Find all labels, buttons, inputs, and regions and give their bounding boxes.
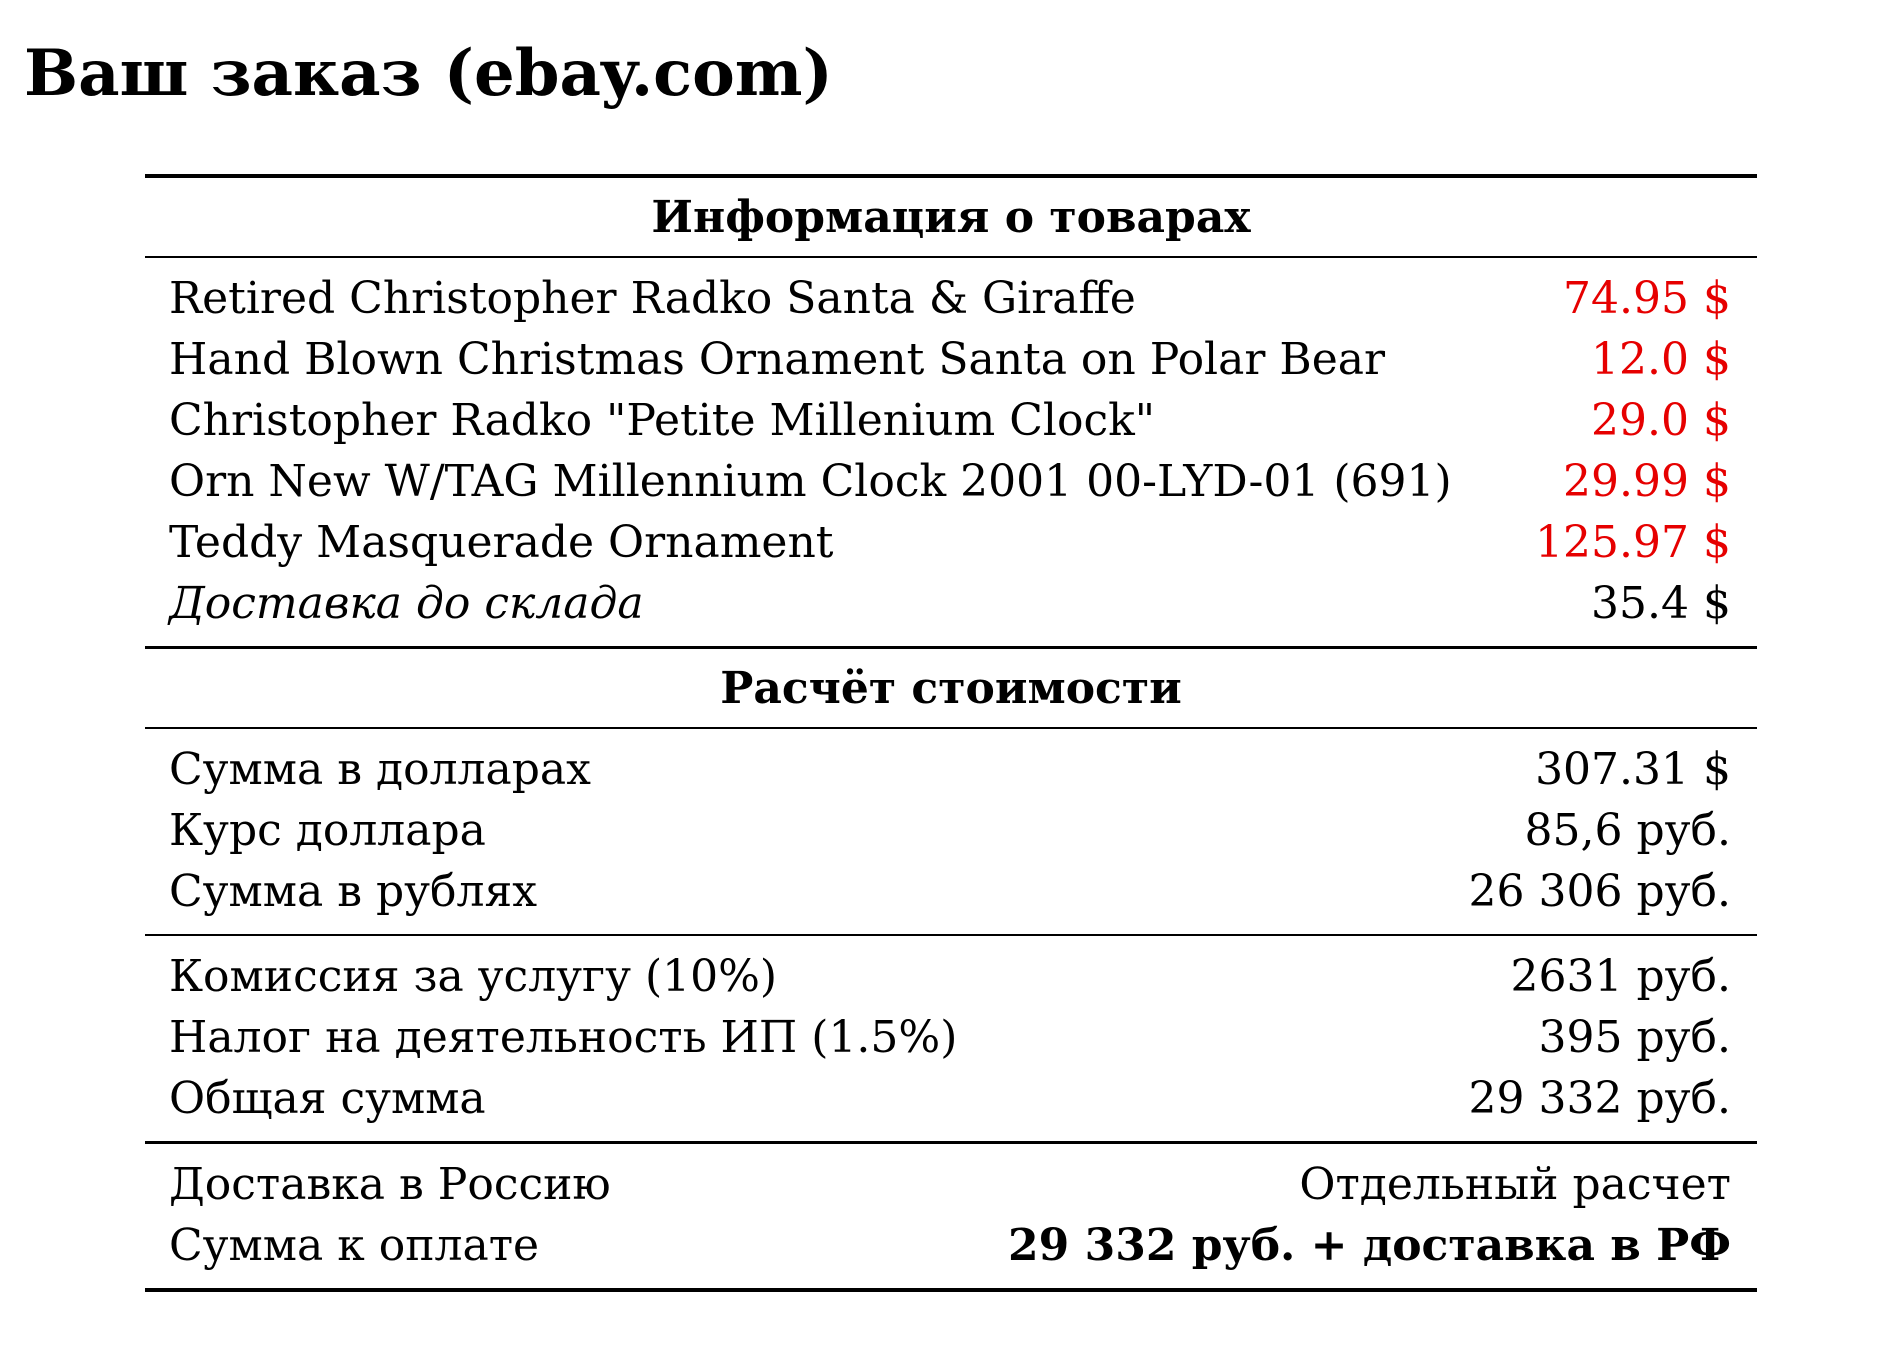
item-price: 29.99 $ (1563, 456, 1731, 507)
delivery-russia-row (169, 1154, 1731, 1215)
sum-rub-label: Сумма в рублях (169, 866, 538, 917)
page-title: Ваш заказ (ebay.com) (24, 36, 833, 111)
item-row (169, 268, 1731, 329)
commission-label: Комиссия за услугу (10%) (169, 951, 778, 1002)
payment-group (145, 1144, 1757, 1288)
total-label: Общая сумма (169, 1073, 486, 1124)
amount-due-value: 29 332 руб. + доставка в РФ (1008, 1220, 1731, 1271)
warehouse-shipping-row (169, 573, 1731, 634)
sum-rub-row (169, 861, 1731, 922)
commission-row (169, 946, 1731, 1007)
warehouse-shipping-value: 35.4 $ (1591, 578, 1731, 629)
item-name: Hand Blown Christmas Ornament Santa on Polar Bear (169, 334, 1386, 385)
tax-row (169, 1007, 1731, 1068)
calc-section-header: Расчёт стоимости (145, 649, 1757, 729)
total-row (169, 1068, 1731, 1129)
delivery-russia-label: Доставка в Россию (169, 1159, 611, 1210)
amount-due-label: Сумма к оплате (169, 1220, 540, 1271)
item-row (169, 329, 1731, 390)
exchange-rate-value: 85,6 руб. (1524, 805, 1731, 856)
item-name: Christopher Radko "Petite Millenium Clock" (169, 395, 1156, 446)
item-name: Teddy Masquerade Ornament (169, 517, 834, 568)
sum-usd-label: Сумма в долларах (169, 744, 591, 795)
total-value: 29 332 руб. (1468, 1073, 1731, 1124)
sum-usd-value: 307.31 $ (1535, 744, 1731, 795)
fees-group (145, 936, 1757, 1144)
order-summary-table (145, 174, 1757, 1292)
amount-due-row (169, 1215, 1731, 1276)
sum-usd-row (169, 739, 1731, 800)
item-price: 29.0 $ (1591, 395, 1731, 446)
warehouse-shipping-label: Доставка до склада (169, 578, 644, 629)
tax-label: Налог на деятельность ИП (1.5%) (169, 1012, 958, 1063)
item-row (169, 451, 1731, 512)
exchange-rate-label: Курс доллара (169, 805, 486, 856)
commission-value: 2631 руб. (1510, 951, 1731, 1002)
items-list (145, 258, 1757, 649)
exchange-rate-row (169, 800, 1731, 861)
item-row (169, 390, 1731, 451)
item-price: 74.95 $ (1563, 273, 1731, 324)
item-row (169, 512, 1731, 573)
delivery-russia-value: Отдельный расчет (1299, 1159, 1731, 1210)
item-name: Retired Christopher Radko Santa & Giraffe (169, 273, 1136, 324)
items-section-header: Информация о товарах (145, 178, 1757, 258)
tax-value: 395 руб. (1538, 1012, 1731, 1063)
conversion-group (145, 729, 1757, 936)
item-price: 125.97 $ (1535, 517, 1731, 568)
item-price: 12.0 $ (1591, 334, 1731, 385)
sum-rub-value: 26 306 руб. (1468, 866, 1731, 917)
item-name: Orn New W/TAG Millennium Clock 2001 00-LYD-01 (691) (169, 456, 1452, 507)
